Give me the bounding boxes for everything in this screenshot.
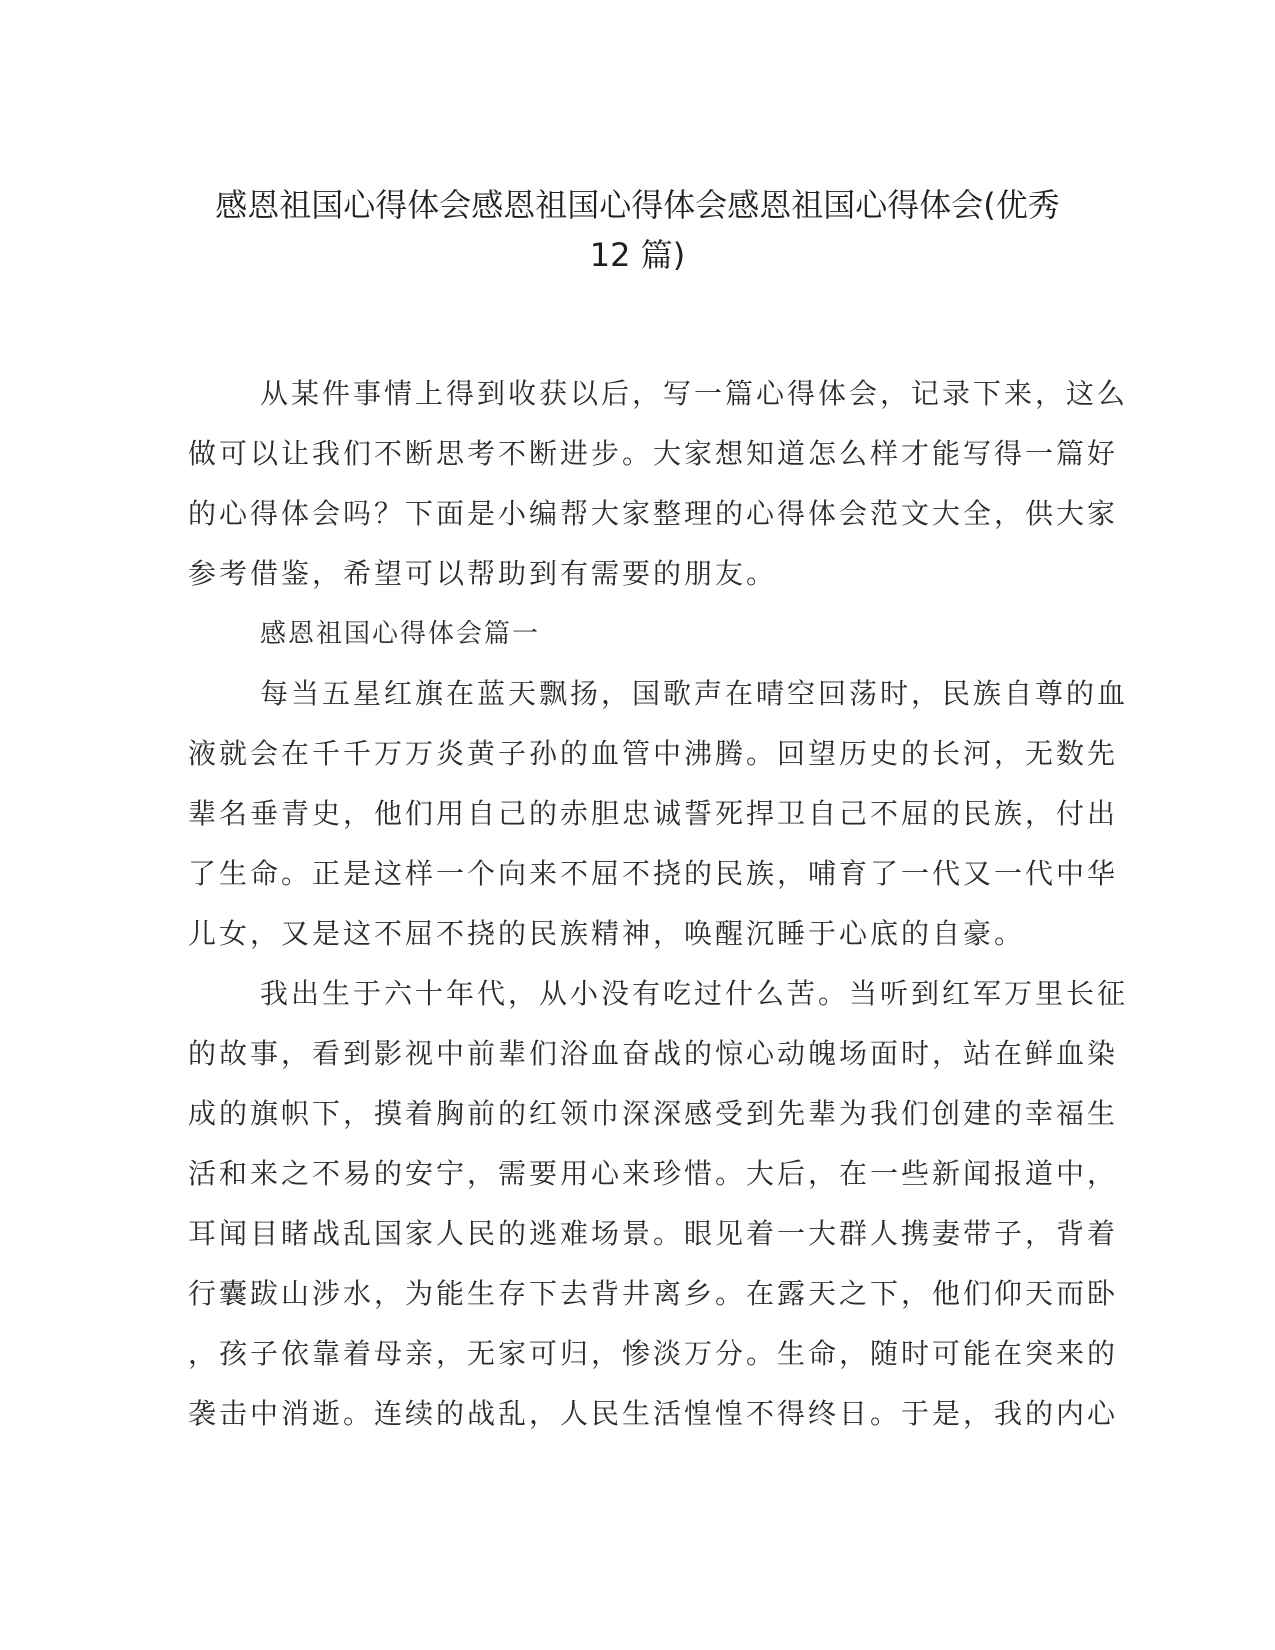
text-line: 从某件事情上得到收获以后，写一篇心得体会，记录下来，这么	[260, 377, 1129, 410]
text-line: 参考借鉴，希望可以帮助到有需要的朋友。	[188, 557, 778, 590]
text-line: 成的旗帜下，摸着胸前的红领巾深深感受到先辈为我们创建的幸福生	[188, 1097, 1119, 1130]
text-line: 我出生于六十年代，从小没有吃过什么苦。当听到红军万里长征	[260, 977, 1129, 1010]
text-line: 儿女，又是这不屈不挠的民族精神，唤醒沉睡于心底的自豪。	[188, 917, 1026, 950]
text-line: 做可以让我们不断思考不断进步。大家想知道怎么样才能写得一篇好	[188, 437, 1119, 470]
text-line: 活和来之不易的安宁，需要用心来珍惜。大后，在一些新闻报道中，	[188, 1157, 1119, 1190]
text-line: 了生命。正是这样一个向来不屈不挠的民族，哺育了一代又一代中华	[188, 857, 1119, 890]
text-line: 的故事，看到影视中前辈们浴血奋战的惊心动魄场面时，站在鲜血染	[188, 1037, 1119, 1070]
text-line: 的心得体会吗？下面是小编帮大家整理的心得体会范文大全，供大家	[188, 497, 1119, 530]
text-line: 辈名垂青史，他们用自己的赤胆忠诚誓死捍卫自己不屈的民族，付出	[188, 797, 1119, 830]
text-line: 行囊跋山涉水，为能生存下去背井离乡。在露天之下，他们仰天而卧	[188, 1277, 1119, 1310]
title-line-2: 12 篇)	[589, 236, 686, 274]
text-line: ，孩子依靠着母亲，无家可归，惨淡万分。生命，随时可能在突来的	[188, 1337, 1119, 1370]
title-line-1: 感恩祖国心得体会感恩祖国心得体会感恩祖国心得体会(优秀	[215, 186, 1060, 224]
document-title	[150, 180, 1125, 280]
text-line: 袭击中消逝。连续的战乱，人民生活惶惶不得终日。于是，我的内心	[188, 1397, 1119, 1430]
text-line: 每当五星红旗在蓝天飘扬，国歌声在晴空回荡时，民族自尊的血	[260, 677, 1129, 710]
document-body	[188, 364, 1129, 1444]
text-line: 耳闻目睹战乱国家人民的逃难场景。眼见着一大群人携妻带子，背着	[188, 1217, 1119, 1250]
text-line: 液就会在千千万万炎黄子孙的血管中沸腾。回望历史的长河，无数先	[188, 737, 1119, 770]
section-heading: 感恩祖国心得体会篇一	[260, 619, 541, 649]
